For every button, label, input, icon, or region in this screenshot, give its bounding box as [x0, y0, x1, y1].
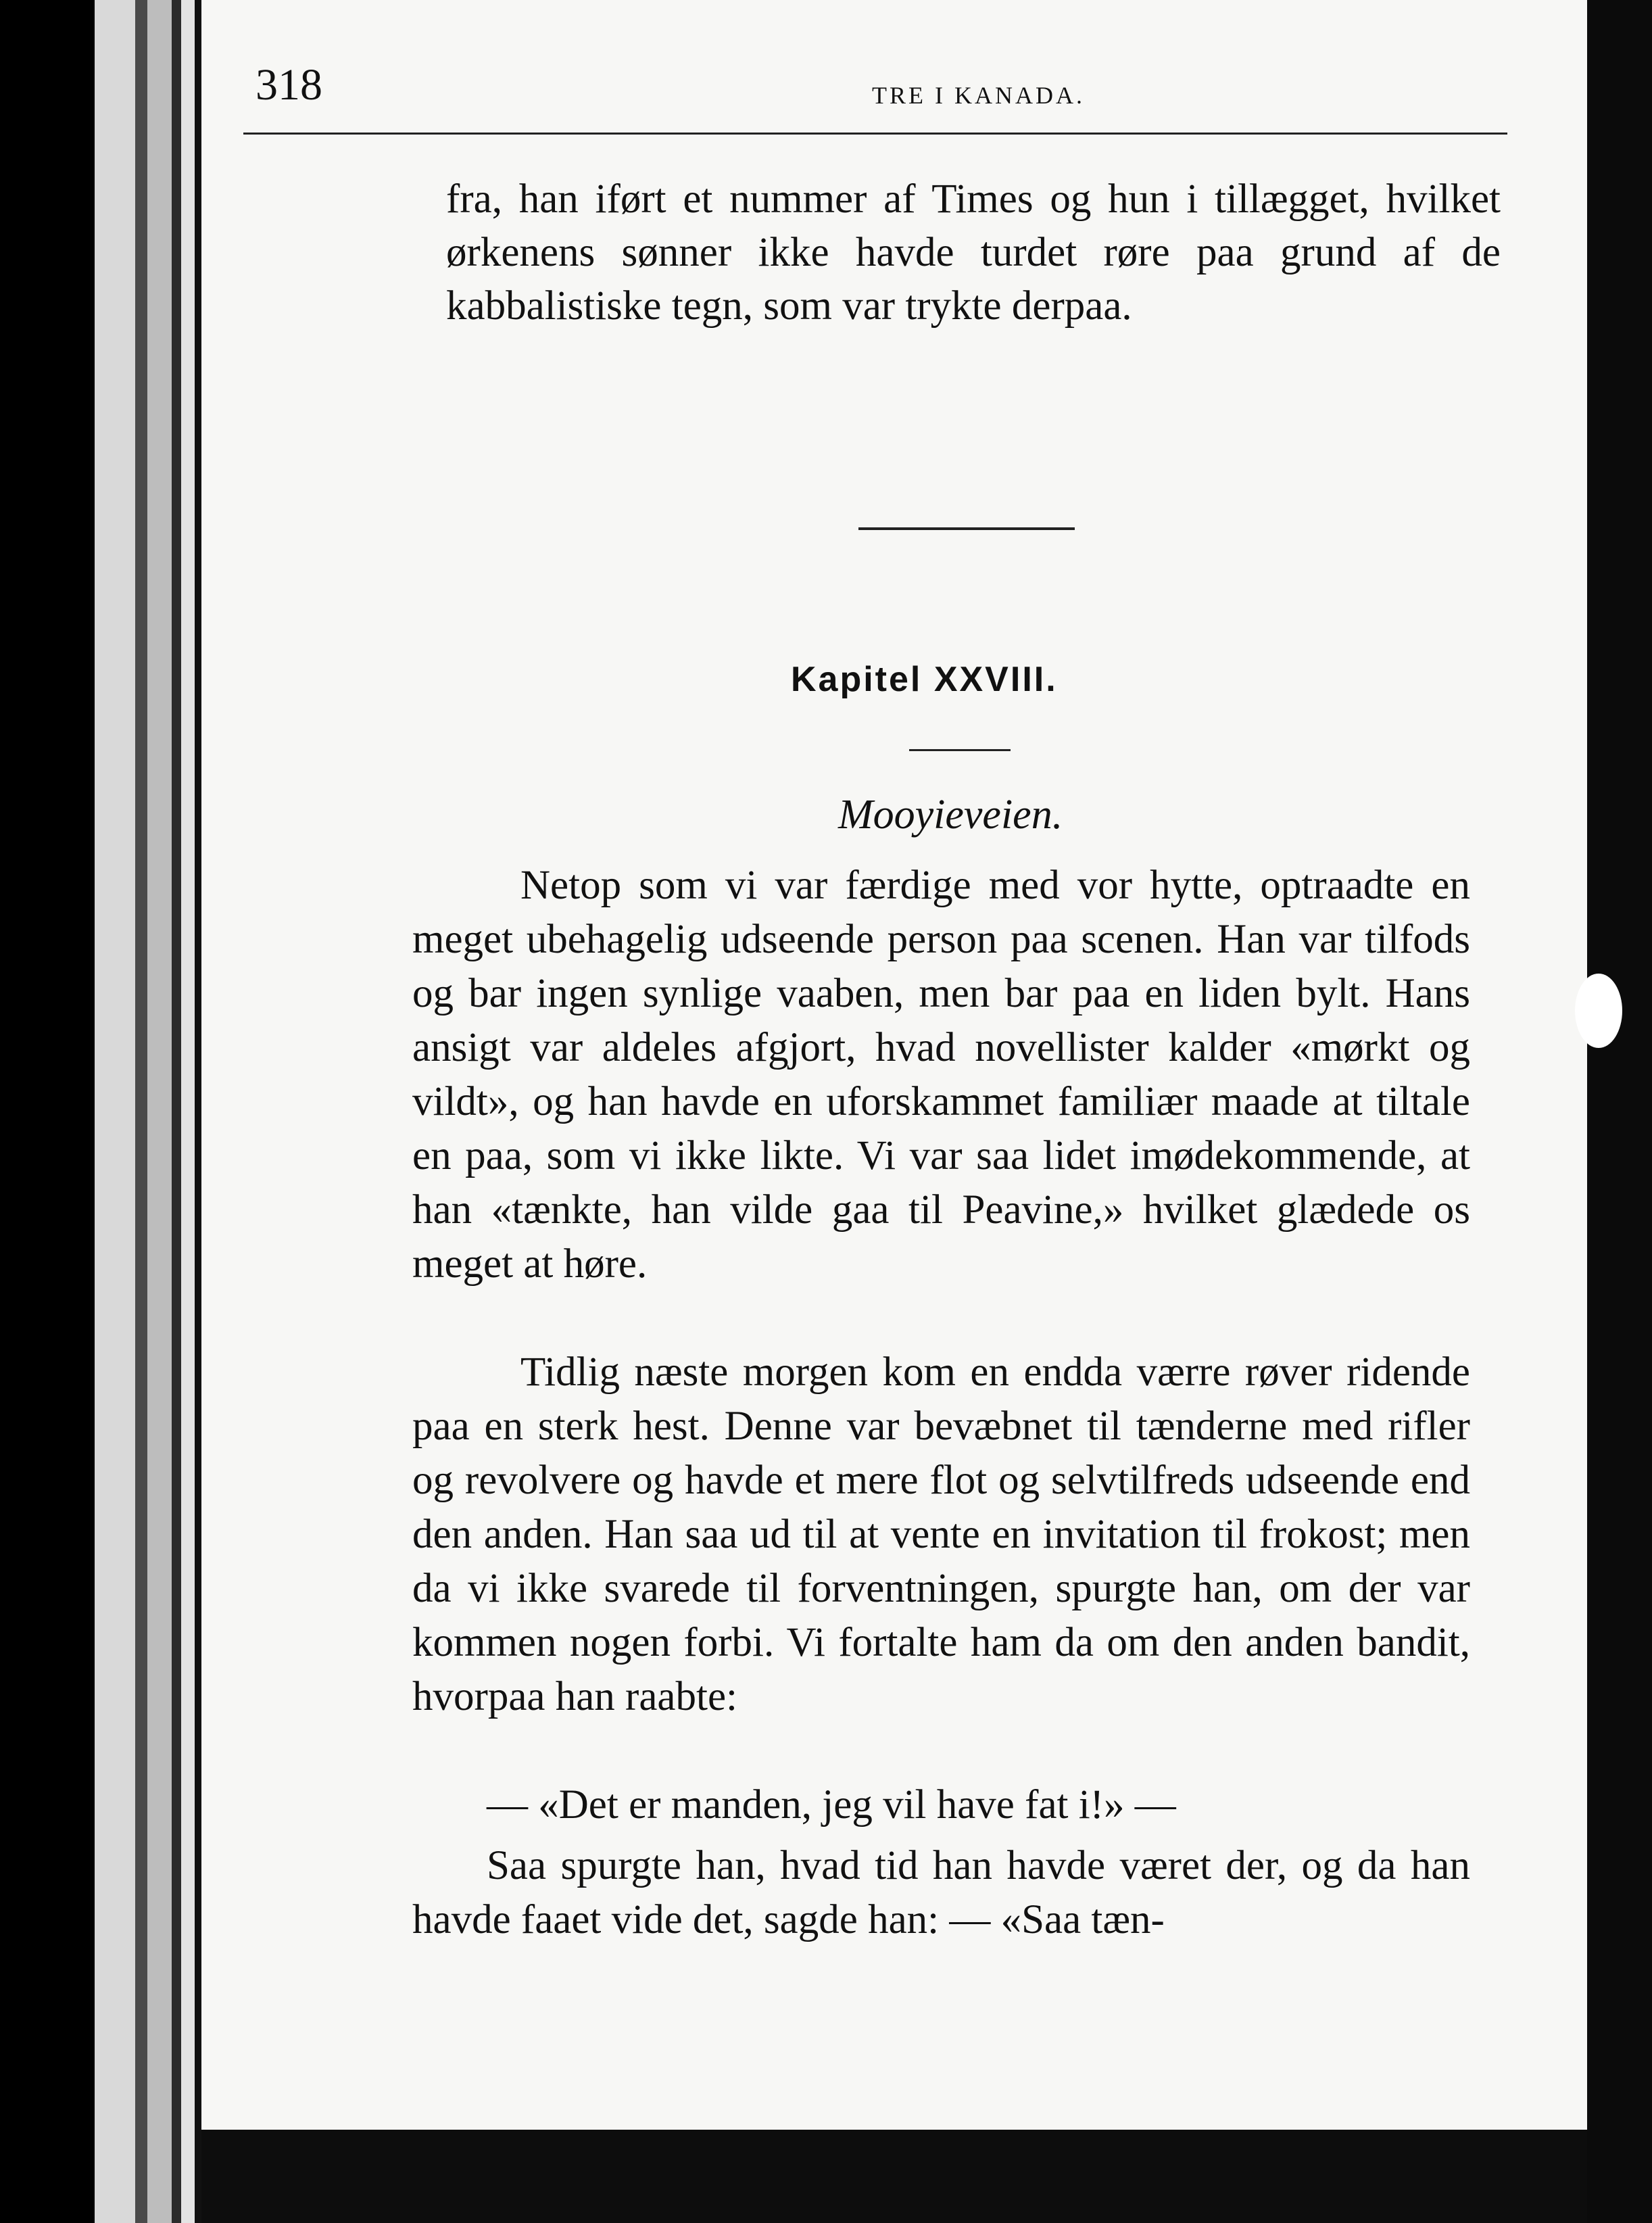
- scan-right-border: [1587, 0, 1652, 2223]
- scan-bottom-border: [201, 2130, 1587, 2223]
- chapter-subtitle: Mooyieveien.: [838, 792, 1063, 838]
- book-edge: [135, 0, 147, 2223]
- header-rule: [243, 133, 1507, 135]
- body-paragraph: Saa spurgte han, hvad tid han havde været der, og da han havde faaet vide det, sagde han: — «Saa tæn-: [412, 1843, 1470, 1942]
- dialogue-line: — «Det er manden, jeg vil have fat i!» —: [487, 1782, 1176, 1827]
- book-edge: [195, 0, 201, 2223]
- body-paragraph: Netop som vi var færdige med vor hytte, optraadte en meget ubehagelig udseende person paa scenen. Han var tilfods og bar ingen synlige vaaben, men bar paa en liden bylt. Hans ansigt var aldeles afgjort, hvad novellister kalder «mørkt og vildt», og han havde en uforskammet familiær maade at tiltale en paa, som vi ikke likte. Vi var saa lidet imødekommende, at han «tænkte, han vilde gaa til Peavine,» hvilket glædede os meget at høre.: [412, 863, 1470, 1287]
- book-edge: [172, 0, 181, 2223]
- book-edge: [181, 0, 195, 2223]
- section-divider: [858, 527, 1075, 530]
- book-edge: [95, 0, 135, 2223]
- body-paragraph: Tidlig næste morgen kom en endda værre røver ridende paa en sterk hest. Denne var bevæbnet til tænderne med rifler og revolvere og havde et mere flot og selvtilfreds udseende end den anden. Han saa ud til at vente en invitation til frokost; men da vi ikke svarede til forventningen, spurgte han, om der var kommen nogen forbi. Vi fortalte ham da om den anden bandit, hvorpaa han raabte:: [412, 1349, 1470, 1719]
- continued-paragraph: fra, han iført et nummer af Times og hun i tillægget, hvilket ørkenens sønner ikke havde turdet røre paa grund af de kabbalistiske tegn, som var trykte derpaa.: [446, 176, 1501, 329]
- chapter-title: Kapitel XXVIII.: [791, 660, 1058, 699]
- book-edge: [147, 0, 172, 2223]
- scan-blemish: [1575, 974, 1622, 1048]
- running-title: TRE I KANADA.: [872, 82, 1085, 109]
- chapter-rule: [909, 749, 1011, 751]
- page-number: 318: [256, 60, 322, 110]
